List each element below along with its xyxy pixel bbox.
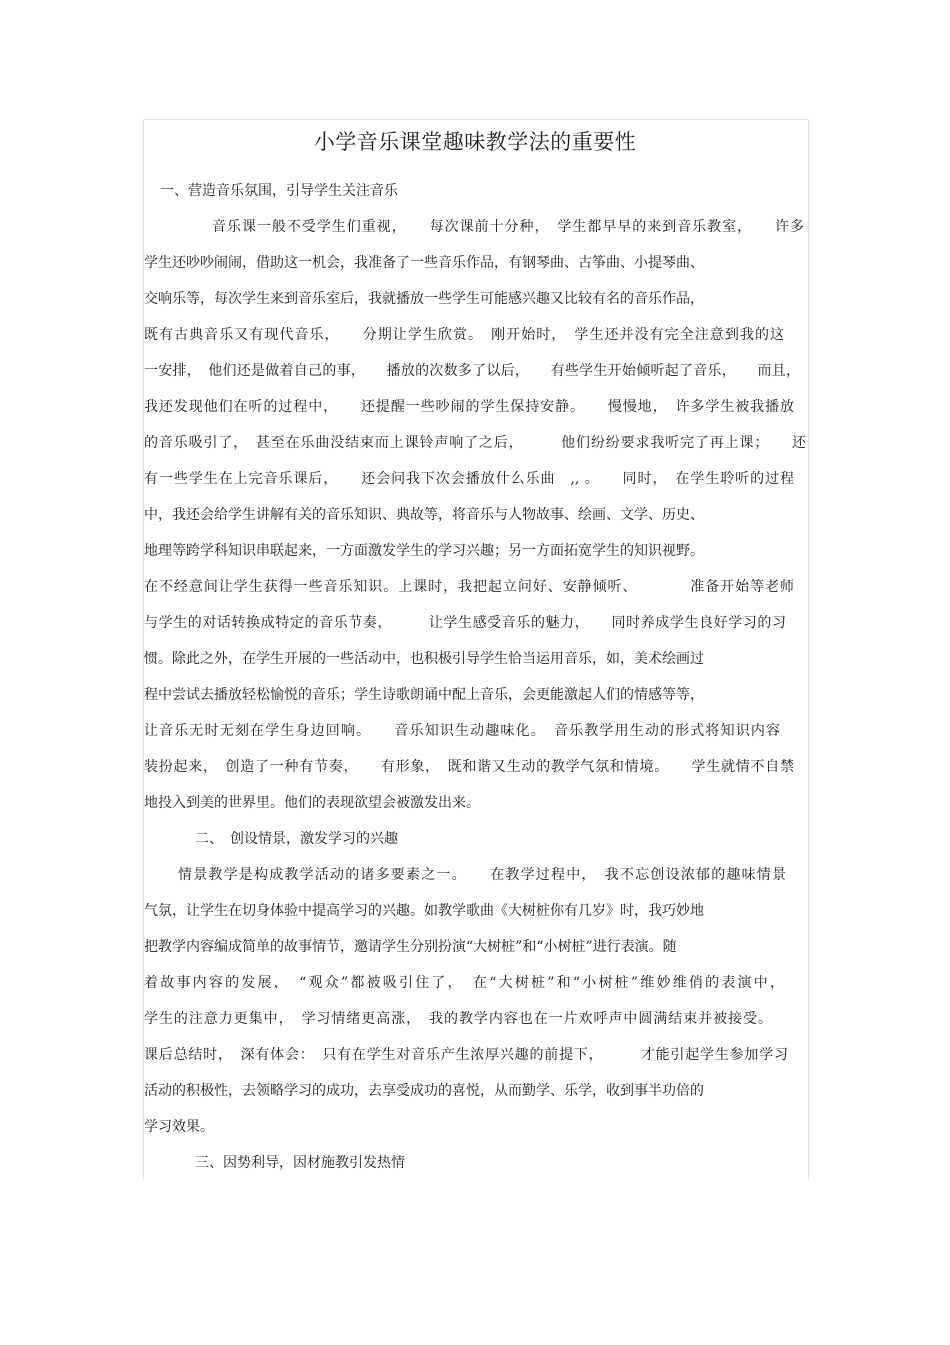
paragraph-line: 学生还吵吵闹闹，借助这一机会，我准备了一些音乐作品，有钢琴曲、古筝曲、小提琴曲、 — [144, 255, 704, 271]
paragraph-line: 让音乐无时无刻在学生身边回响。 音乐知识生动趣味化。 音乐教学用生动的形式将知识内容 — [144, 723, 780, 739]
paragraph-line: 程中尝试去播放轻松愉悦的音乐；学生诗歌朗诵中配上音乐，会更能激起人们的情感等等， — [144, 687, 704, 703]
page-title: 小学音乐课堂趣味教学法的重要性 — [313, 130, 637, 154]
section-heading-1: 一、营造音乐氛围，引导学生关注音乐 — [160, 183, 398, 199]
paragraph-line: 有一些学生在上完音乐课后， 还会问我下次会播放什么乐曲 ,, 。 同时， 在学生聆听的过程 — [144, 471, 794, 487]
paragraph-line: 学生的注意力更集中， 学习情绪更高涨， 我的教学内容也在一片欢呼声中圆满结束并被接受。 — [144, 1011, 772, 1027]
paragraph-line: 地理等跨学科知识串联起来，一方面激发学生的学习兴趣；另一方面拓宽学生的知识视野。 — [144, 543, 704, 559]
paragraph-line: 在不经意间让学生获得一些音乐知识。上课时，我把起立问好、安静倾听、 准备开始等老师 — [144, 579, 794, 595]
paragraph-line: 把教学内容编成简单的故事情节，邀请学生分别扮演“大树桩”和“小树桩”进行表演。随 — [144, 939, 677, 955]
section-heading-3: 三、因势利导，因材施教引发热情 — [195, 1155, 405, 1171]
paragraph-line: 情景教学是构成教学活动的诸多要素之一。 在教学过程中， 我不忘创设浓郁的趣味情景 — [178, 867, 786, 883]
paragraph-line: 音乐课一般不受学生们重视， 每次课前十分种， 学生都早早的来到音乐教室， 许多 — [212, 219, 804, 235]
paragraph-line: 气氛，让学生在切身体验中提高学习的兴趣。如教学歌曲《大树桩你有几岁》时，我巧妙地 — [144, 903, 704, 919]
paragraph-line: 学习效果。 — [144, 1119, 214, 1135]
paragraph-line: 中，我还会给学生讲解有关的音乐知识、典故等，将音乐与人物故事、绘画、文学、历史、 — [144, 507, 704, 523]
paragraph-line: 活动的积极性，去领略学习的成功，去享受成功的喜悦，从而勤学、乐学，收到事半功倍的 — [144, 1083, 704, 1099]
paragraph-line: 一安排， 他们还是做着自己的事， 播放的次数多了以后， 有些学生开始倾听起了音乐， 而且， — [144, 363, 800, 379]
paragraph-line: 的音乐吸引了， 甚至在乐曲没结束而上课铃声响了之后， 他们纷纷要求我听完了再上课； 还 — [144, 435, 806, 451]
paragraph-line: 既有古典音乐又有现代音乐， 分期让学生欣赏。 刚开始时， 学生还并没有完全注意到我的这 — [144, 327, 784, 343]
paragraph-line: 惯。除此之外，在学生开展的一些活动中，也积极引导学生恰当运用音乐，如，美术绘画过 — [144, 651, 704, 667]
section-heading-2: 二、 创设情景，激发学习的兴趣 — [195, 831, 398, 847]
paragraph-line: 地投入到美的世界里。他们的表现欲望会被激发出来。 — [144, 795, 480, 811]
paragraph-line: 与学生的对话转换成特定的音乐节奏， 让学生感受音乐的魅力， 同时养成学生良好学习的习 — [144, 615, 786, 631]
paragraph-line: 装扮起来， 创造了一种有节奏， 有形象， 既和谐又生动的教学气氛和情境。 学生就情不自禁 — [144, 759, 794, 775]
paragraph-line: 交响乐等，每次学生来到音乐室后，我就播放一些学生可能感兴趣又比较有名的音乐作品， — [144, 291, 704, 307]
paragraph-line: 着故事内容的发展， “观众”都被吸引住了， 在“大树桩”和“小树桩”维妙维俏的表演中， — [144, 975, 784, 991]
paragraph-line: 我还发现他们在听的过程中， 还提醒一些吵闹的学生保持安静。 慢慢地， 许多学生被我播放 — [144, 399, 794, 415]
paragraph-line: 课后总结时， 深有体会： 只有在学生对音乐产生浓厚兴趣的前提下， 才能引起学生参加学习 — [144, 1047, 788, 1063]
